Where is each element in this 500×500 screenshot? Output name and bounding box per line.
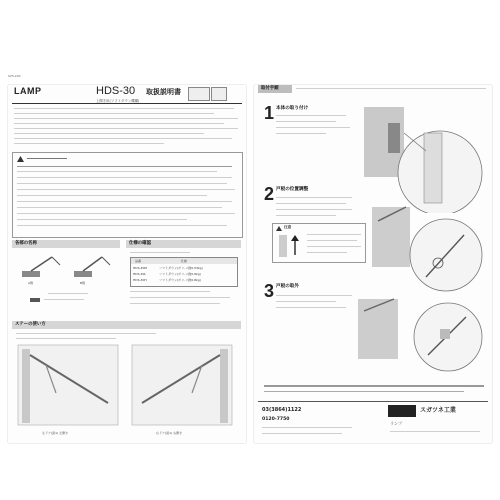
step-3-number: 3: [264, 281, 275, 301]
subtitle: 上開き用(ソフトダウン機構): [96, 99, 140, 103]
corner-code: 025-200: [8, 74, 21, 78]
spec-header-model: 品番: [135, 259, 142, 263]
procedure-tab-label: 取付手順: [261, 86, 279, 91]
footer-fax: 0120-7750: [262, 417, 290, 422]
spec-row-model: HDS-30L: [133, 272, 147, 276]
spec-row-spec: ソフトダウン(ポリ-リ推0.8kg): [159, 278, 201, 282]
caption-right-door: 右ドア(図1) 右開き: [156, 431, 183, 435]
step-3-title: 戸板の取外: [276, 284, 299, 289]
step-2-illustration: [372, 197, 486, 297]
left-sheet: [8, 85, 246, 443]
spec-section-title: 仕様の確認: [129, 241, 151, 246]
spec-row-spec: ソフトダウン(ポリ-リ推0.53kg): [159, 266, 203, 270]
adjust-arrow-icon: [277, 233, 303, 259]
model-number: HDS-30: [96, 85, 136, 97]
spec-header-spec: 仕様: [181, 259, 188, 263]
caution-subbox: [272, 223, 366, 263]
brand-mark-logo: [211, 87, 227, 101]
warning-icon: [276, 226, 282, 231]
parts-diagram: [14, 251, 118, 293]
names-section-title: 各部の名称: [15, 241, 37, 246]
label-a: A側: [28, 281, 34, 285]
step-3-illustration: [354, 295, 486, 375]
right-sheet: [254, 85, 492, 443]
usage-section-header: [12, 321, 241, 329]
company-brand: ランプ: [390, 421, 402, 426]
spec-row-model: HDS-30M: [133, 266, 147, 270]
brand-logo: LAMP: [14, 86, 42, 96]
screw-icon: [30, 298, 40, 302]
usage-illustration: [16, 343, 238, 433]
step-1-number: 1: [264, 103, 275, 123]
usage-section-title: ステーの使い方: [15, 322, 46, 327]
certification-logo: [188, 87, 210, 101]
step-1-title: 本体の取り付け: [276, 106, 309, 111]
step-2-number: 2: [264, 184, 275, 204]
caption-left-door: 左ドア(図1) 左開き: [42, 431, 69, 435]
caution-box: [12, 152, 243, 238]
company-logo: [388, 405, 416, 417]
document-title: 取扱説明書: [146, 88, 181, 96]
spec-table: [130, 257, 238, 287]
step-2-title: 戸板の位置調整: [276, 187, 309, 192]
footer-phone: 03(3864)1122: [262, 407, 302, 413]
caution-label: 注意: [284, 225, 292, 229]
company-name: スガツネ工業: [420, 407, 456, 414]
warning-icon: [17, 156, 24, 162]
label-b: B側: [80, 281, 86, 285]
spec-row-model: HDS-30H: [133, 278, 147, 282]
spec-row-spec: ソフトダウン(ポリ-リ推0.6kg): [159, 272, 201, 276]
header-rule: [12, 103, 242, 104]
